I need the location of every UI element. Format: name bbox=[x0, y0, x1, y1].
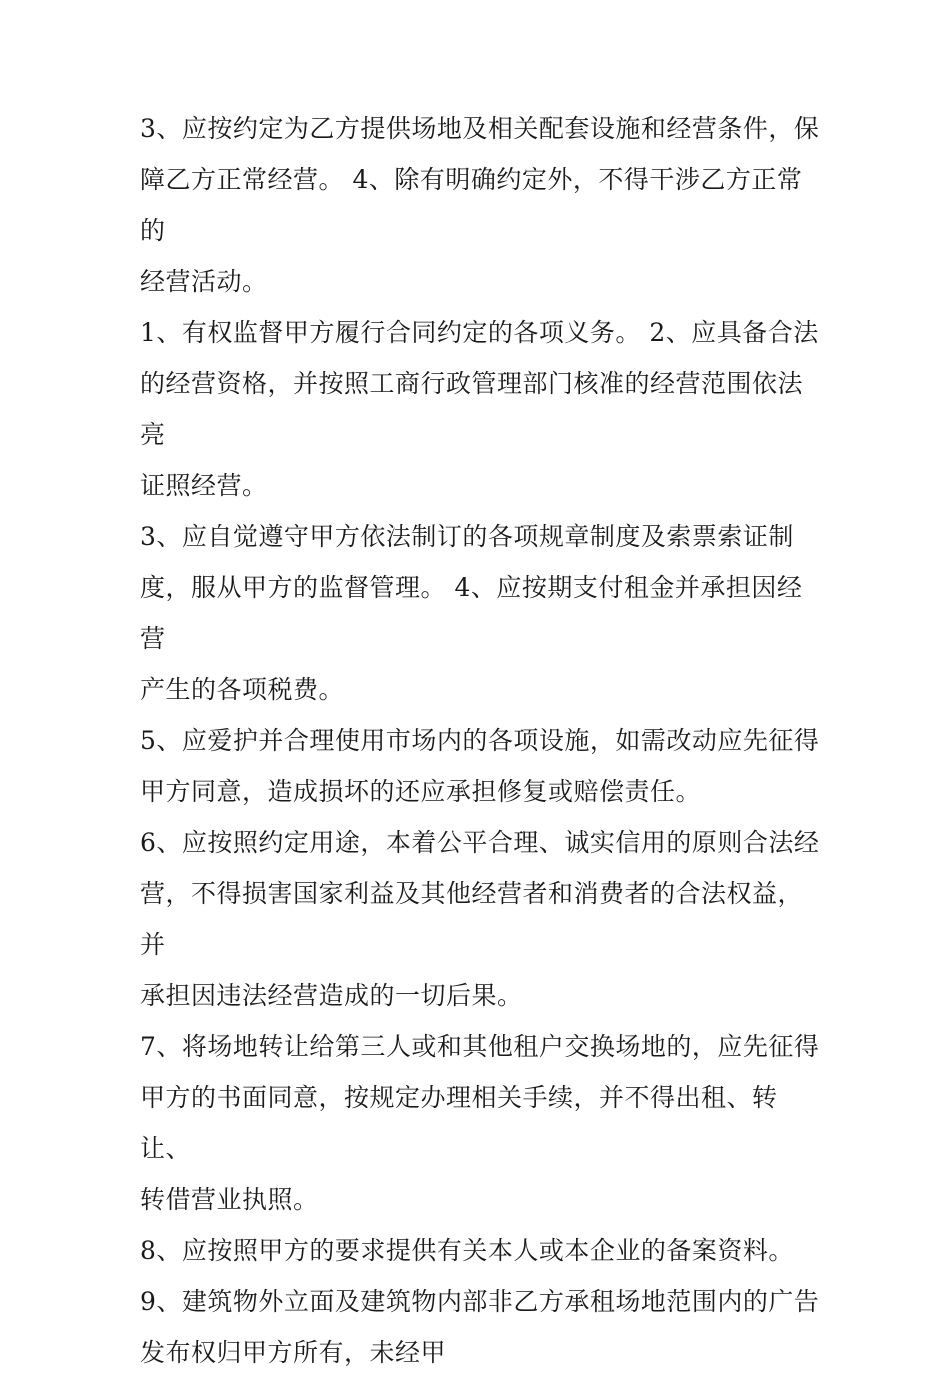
text-line: 7、将场地转让给第三人或和其他租户交换场地的，应先征得 bbox=[140, 1032, 820, 1061]
text-line: 证照经营。 bbox=[140, 471, 268, 500]
text-line: 经营活动。 bbox=[140, 267, 268, 296]
paragraph-clause-3-4-obligations bbox=[140, 511, 820, 715]
text-line: 1、有权监督甲方履行合同约定的各项义务。 2、应具备合法 bbox=[140, 318, 819, 347]
text-line: 承担因违法经营造成的一切后果。 bbox=[140, 981, 523, 1010]
paragraph-clause-6 bbox=[140, 817, 820, 1021]
paragraph-clause-3-4 bbox=[140, 103, 820, 307]
text-line: 9、建筑物外立面及建筑物内部非乙方承租场地范围内的广告 bbox=[140, 1287, 820, 1316]
text-line: 甲方的书面同意，按规定办理相关手续，并不得出租、转让、 bbox=[140, 1083, 778, 1163]
paragraph-clause-1-2 bbox=[140, 307, 820, 511]
document-body bbox=[140, 103, 820, 1378]
text-line: 6、应按照约定用途，本着公平合理、诚实信用的原则合法经 bbox=[140, 828, 820, 857]
text-line: 甲方同意，造成损坏的还应承担修复或赔偿责任。 bbox=[140, 777, 702, 806]
text-line: 营，不得损害国家利益及其他经营者和消费者的合法权益，并 bbox=[140, 879, 804, 959]
text-line: 5、应爱护并合理使用市场内的各项设施，如需改动应先征得 bbox=[140, 726, 820, 755]
paragraph-clause-8 bbox=[140, 1225, 820, 1276]
text-line: 8、应按照甲方的要求提供有关本人或本企业的备案资料。 bbox=[140, 1236, 794, 1265]
text-line: 3、应按约定为乙方提供场地及相关配套设施和经营条件，保 bbox=[140, 114, 820, 143]
text-line: 产生的各项税费。 bbox=[140, 675, 345, 704]
text-line: 度，服从甲方的监督管理。 4、应按期支付租金并承担因经营 bbox=[140, 573, 803, 653]
text-line: 障乙方正常经营。 4、除有明确约定外，不得干涉乙方正常的 bbox=[140, 165, 803, 245]
paragraph-clause-7 bbox=[140, 1021, 820, 1225]
text-line: 发布权归甲方所有，未经甲 bbox=[140, 1338, 447, 1367]
text-line: 转借营业执照。 bbox=[140, 1185, 319, 1214]
text-line: 的经营资格，并按照工商行政管理部门核准的经营范围依法亮 bbox=[140, 369, 804, 449]
paragraph-clause-9 bbox=[140, 1276, 820, 1378]
paragraph-clause-5 bbox=[140, 715, 820, 817]
text-line: 3、应自觉遵守甲方依法制订的各项规章制度及索票索证制 bbox=[140, 522, 794, 551]
